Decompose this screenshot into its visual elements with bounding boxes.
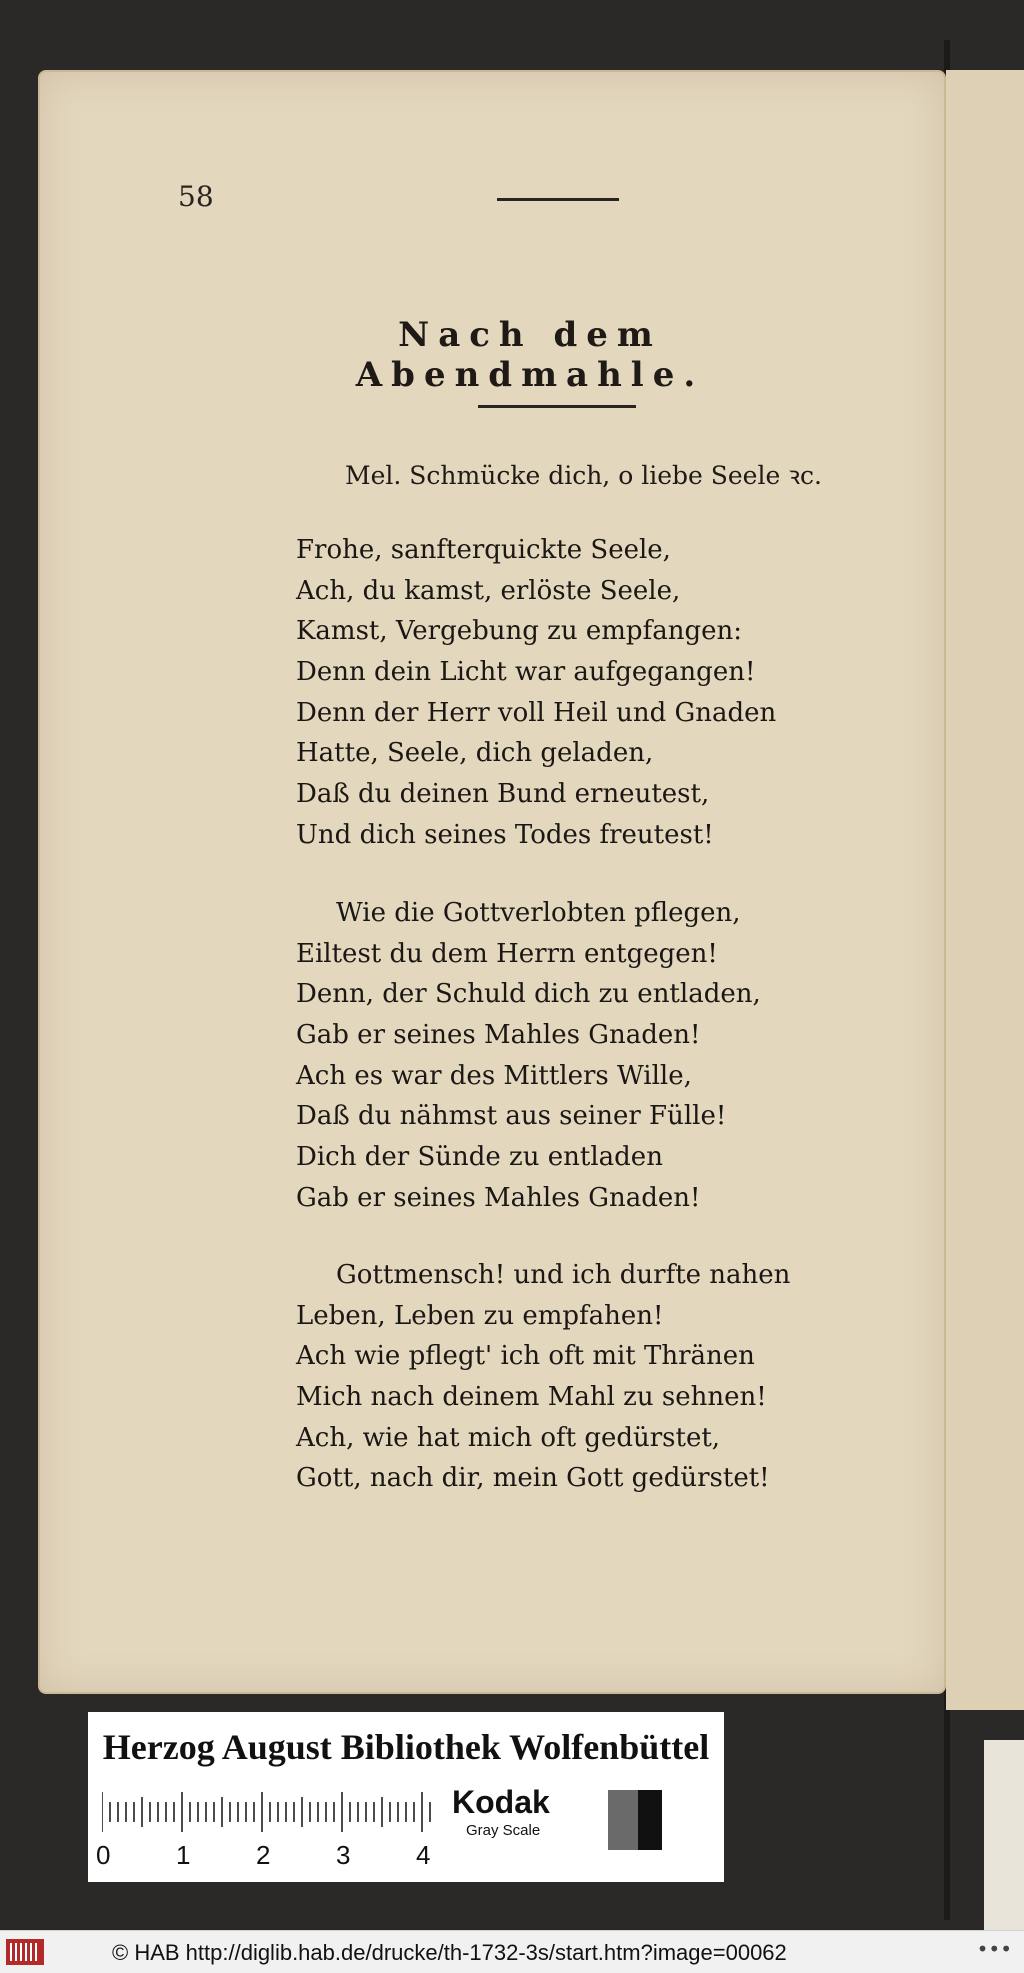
secondary-target-edge	[984, 1740, 1024, 1930]
more-dots-icon[interactable]: •••	[976, 1937, 1012, 1961]
verse-line: Ach wie pflegt' ich oft mit Thränen	[296, 1341, 755, 1372]
verse-line: Wie die Gottverlobten pflegen,	[336, 898, 741, 928]
verse-line: Leben, Leben zu empfahen!	[296, 1300, 664, 1331]
footer-bar	[0, 1930, 1024, 1973]
stanza-3	[296, 1255, 790, 1499]
verse-line: Gab er seines Mahles Gnaden!	[296, 1182, 701, 1213]
stanza-1	[296, 530, 776, 856]
title-rule	[478, 405, 636, 408]
verse-line: Gott, nach dir, mein Gott gedürstet!	[296, 1463, 770, 1494]
verse-line: Gottmensch! und ich durfte nahen	[336, 1260, 791, 1290]
hymn-title: Nach dem Abendmahle.	[355, 315, 705, 395]
copyright-url[interactable]: © HAB http://diglib.hab.de/drucke/th-1732-3s/start.htm?image=00062	[112, 1940, 787, 1965]
verse-line: Gab er seines Mahles Gnaden!	[296, 1020, 701, 1051]
black-patch	[638, 1790, 662, 1850]
verse-line: Ach es war des Mittlers Wille,	[296, 1060, 692, 1091]
scale-number: 3	[336, 1840, 351, 1870]
scale-number: 0	[96, 1840, 111, 1870]
kodak-logo: Kodak	[452, 1784, 550, 1820]
verse-line: Ach, wie hat mich oft gedürstet,	[296, 1422, 721, 1453]
verse-line: Und dich seines Todes freutest!	[296, 819, 714, 850]
verse-line: Hatte, Seele, dich geladen,	[296, 738, 654, 769]
verse-line: Denn der Herr voll Heil und Gnaden	[296, 697, 777, 728]
verse-line: Daß du nähmst aus seiner Fülle!	[296, 1101, 727, 1132]
verse-line: Dich der Sünde zu entladen	[296, 1142, 663, 1173]
verse-line: Frohe, sanfterquickte Seele,	[296, 535, 671, 565]
verse-line: Eiltest du dem Herrn entgegen!	[296, 938, 718, 969]
scale-number: 4	[416, 1840, 431, 1870]
verse-line: Mich nach deinem Mahl zu sehnen!	[296, 1382, 767, 1413]
hab-logo-icon	[6, 1939, 44, 1965]
stanza-2	[296, 893, 761, 1219]
measurement-ruler	[102, 1792, 512, 1832]
melody-line: Mel. Schmücke dich, o liebe Seele ꝛc.	[345, 461, 822, 490]
scale-number: 2	[256, 1840, 271, 1870]
verse-line: Denn dein Licht war aufgegangen!	[296, 657, 756, 688]
verse-line: Daß du deinen Bund erneutest,	[296, 779, 710, 810]
verse-line: Kamst, Vergebung zu empfangen:	[296, 616, 742, 647]
gray-scale-label: Gray Scale	[466, 1822, 541, 1839]
scale-number: 1	[176, 1840, 191, 1870]
facing-page-edge	[946, 70, 1024, 1710]
header-rule	[497, 198, 619, 201]
page-number: 58	[178, 180, 214, 213]
verse-line: Denn, der Schuld dich zu entladen,	[296, 979, 761, 1010]
color-target-card	[88, 1712, 724, 1882]
verse-line: Ach, du kamst, erlöste Seele,	[296, 575, 681, 606]
gray-patch	[608, 1790, 638, 1850]
library-name: Herzog August Bibliothek Wolfenbüttel	[102, 1727, 710, 1767]
